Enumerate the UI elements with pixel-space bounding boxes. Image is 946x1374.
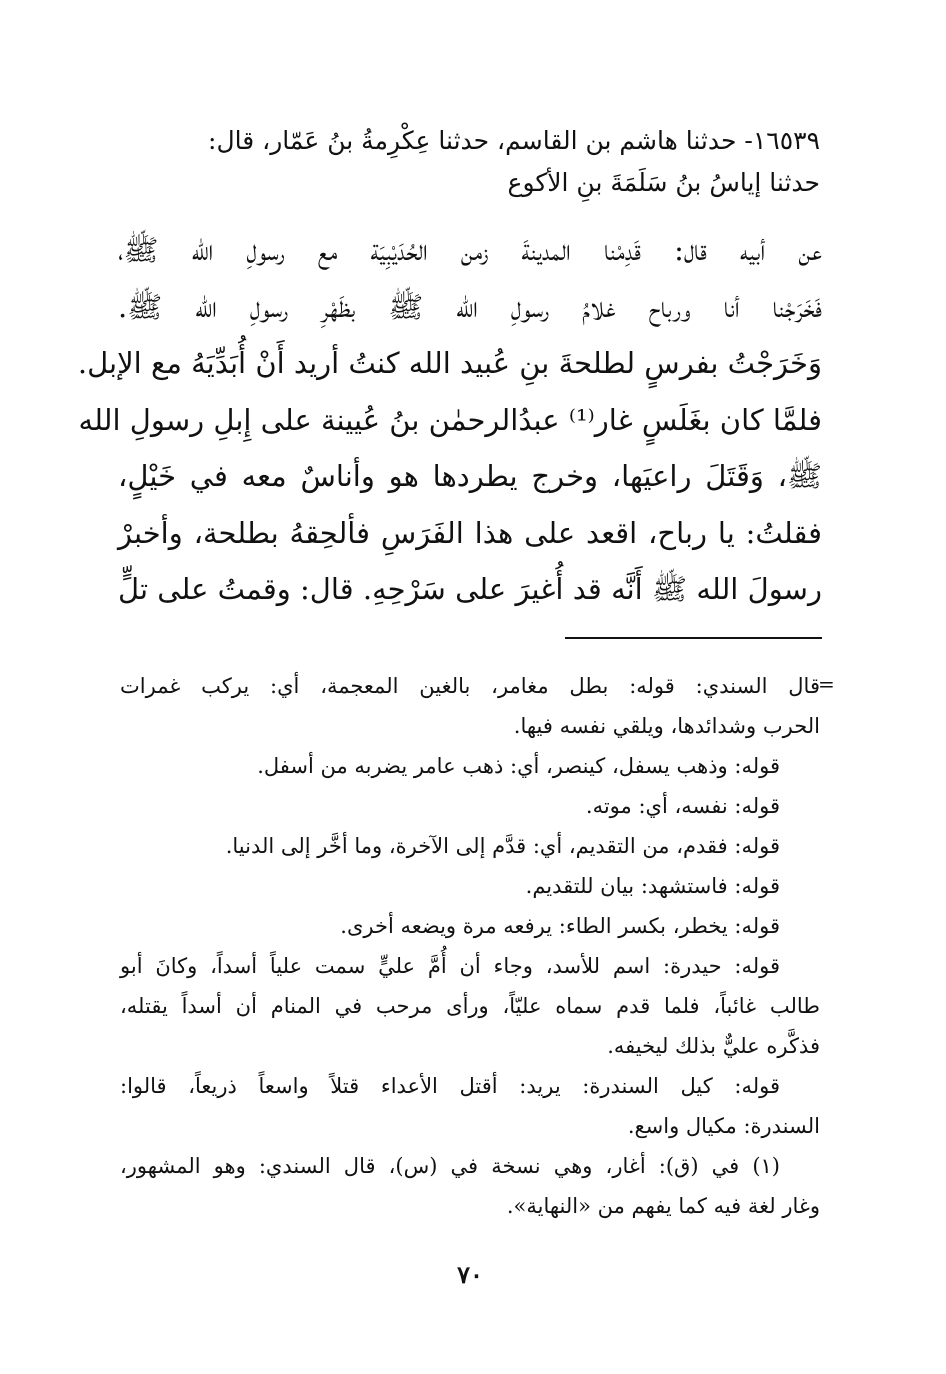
hadith-text-line: ﷺ، وَقَتَلَ راعيَها، وخرج يطردها هو وأناسٌ معه في خَيْلٍ، [118, 459, 822, 493]
hadith-text-line: رسولَ الله ﷺ أَنَّه قد أُغيرَ على سَرْحِهِ. قال: وقمتُ على تلٍّ [118, 572, 822, 606]
hadith-text-line: فلمَّا كان بغَلَسٍ غار⁽¹⁾ عبدُالرحمٰن بنُ عُيينة على إِبلِ رسولِ الله [78, 402, 822, 437]
page-number: ٧٠ [457, 1260, 483, 1289]
footnote-line: (١) في (ق): أغار، وهي نسخة في (س)، قال السندي: وهو المشهور، [120, 1154, 780, 1178]
footnote-line: الحرب وشدائدها، ويلقي نفسه فيها. [513, 714, 820, 738]
footnote-line: قوله: حيدرة: اسم للأسد، وجاء أن أُمَّ عليٍّ سمت علياً أسداً، وكانَ أبو [120, 954, 780, 978]
hadith-header-line: حدثنا إياسُ بنُ سَلَمَةَ بنِ الأكوع [507, 168, 820, 197]
hadith-text-line: عن أبيه قال: قَدِمْنا المدينةَ زمن الحُدَيْبِيَة مع رسولِ الله ﷺ، [118, 233, 822, 267]
footnote-line: طالب غائباً، فلما قدم سماه عليّاً، ورأى مرحب في المنام أن أسداً يقتله، [120, 994, 820, 1018]
footnote-line: فذكَّره عليٌّ بذلك ليخيفه. [607, 1034, 820, 1058]
footnote-line: السندرة: مكيال واسع. [627, 1114, 820, 1138]
footnote-line: قوله: فقدم، من التقديم، أي: قدَّم إلى الآخرة، وما أخَّر إلى الدنيا. [225, 834, 780, 858]
footnote-line: قوله: يخطر، بكسر الطاء: يرفعه مرة ويضعه أخرى. [340, 914, 780, 938]
footnotes [120, 666, 820, 1226]
hadith-header [120, 120, 820, 204]
footnote-line: قوله: كيل السندرة: يريد: أقتل الأعداء قتلاً واسعاً ذريعاً، قالوا: [120, 1074, 780, 1098]
footnote-line: وغار لغة فيه كما يفهم من «النهاية». [506, 1194, 820, 1218]
footnote-line: قوله: وذهب يسفل، كينصر، أي: ذهب عامر يضربه من أسفل. [257, 754, 780, 778]
footnote-line: قال السندي: قوله: بطل مغامر، بالغين المعجمة، أي: يركب غمرات [120, 674, 820, 698]
footnote-line: قوله: نفسه، أي: موته. [585, 794, 780, 818]
hadith-text [77, 222, 822, 618]
footnote-continuation-mark: = [818, 672, 835, 696]
footnote-separator [565, 637, 822, 639]
hadith-text-line: فَخَرَجْنا أنا ورباح غلامُ رسولِ الله ﷺ بظَهْرِ رسولِ الله ﷺ. [118, 289, 822, 324]
hadith-header-line: ١٦٥٣٩- حدثنا هاشم بن القاسم، حدثنا عِكْرِمةُ بنُ عَمّار، قال: [208, 126, 820, 155]
hadith-text-line: فقلتُ: يا رباح، اقعد على هذا الفَرَسِ فألحِقهُ بطلحة، وأخبرْ [118, 515, 822, 550]
footnote-line: قوله: فاستشهد: بيان للتقديم. [525, 874, 780, 898]
hadith-text-line: وَخَرَجْتُ بفرسٍ لطلحةَ بنِ عُبيد الله كنتُ أريد أَنْ أُبَدِّيَهُ مع الإبل. [77, 346, 822, 380]
